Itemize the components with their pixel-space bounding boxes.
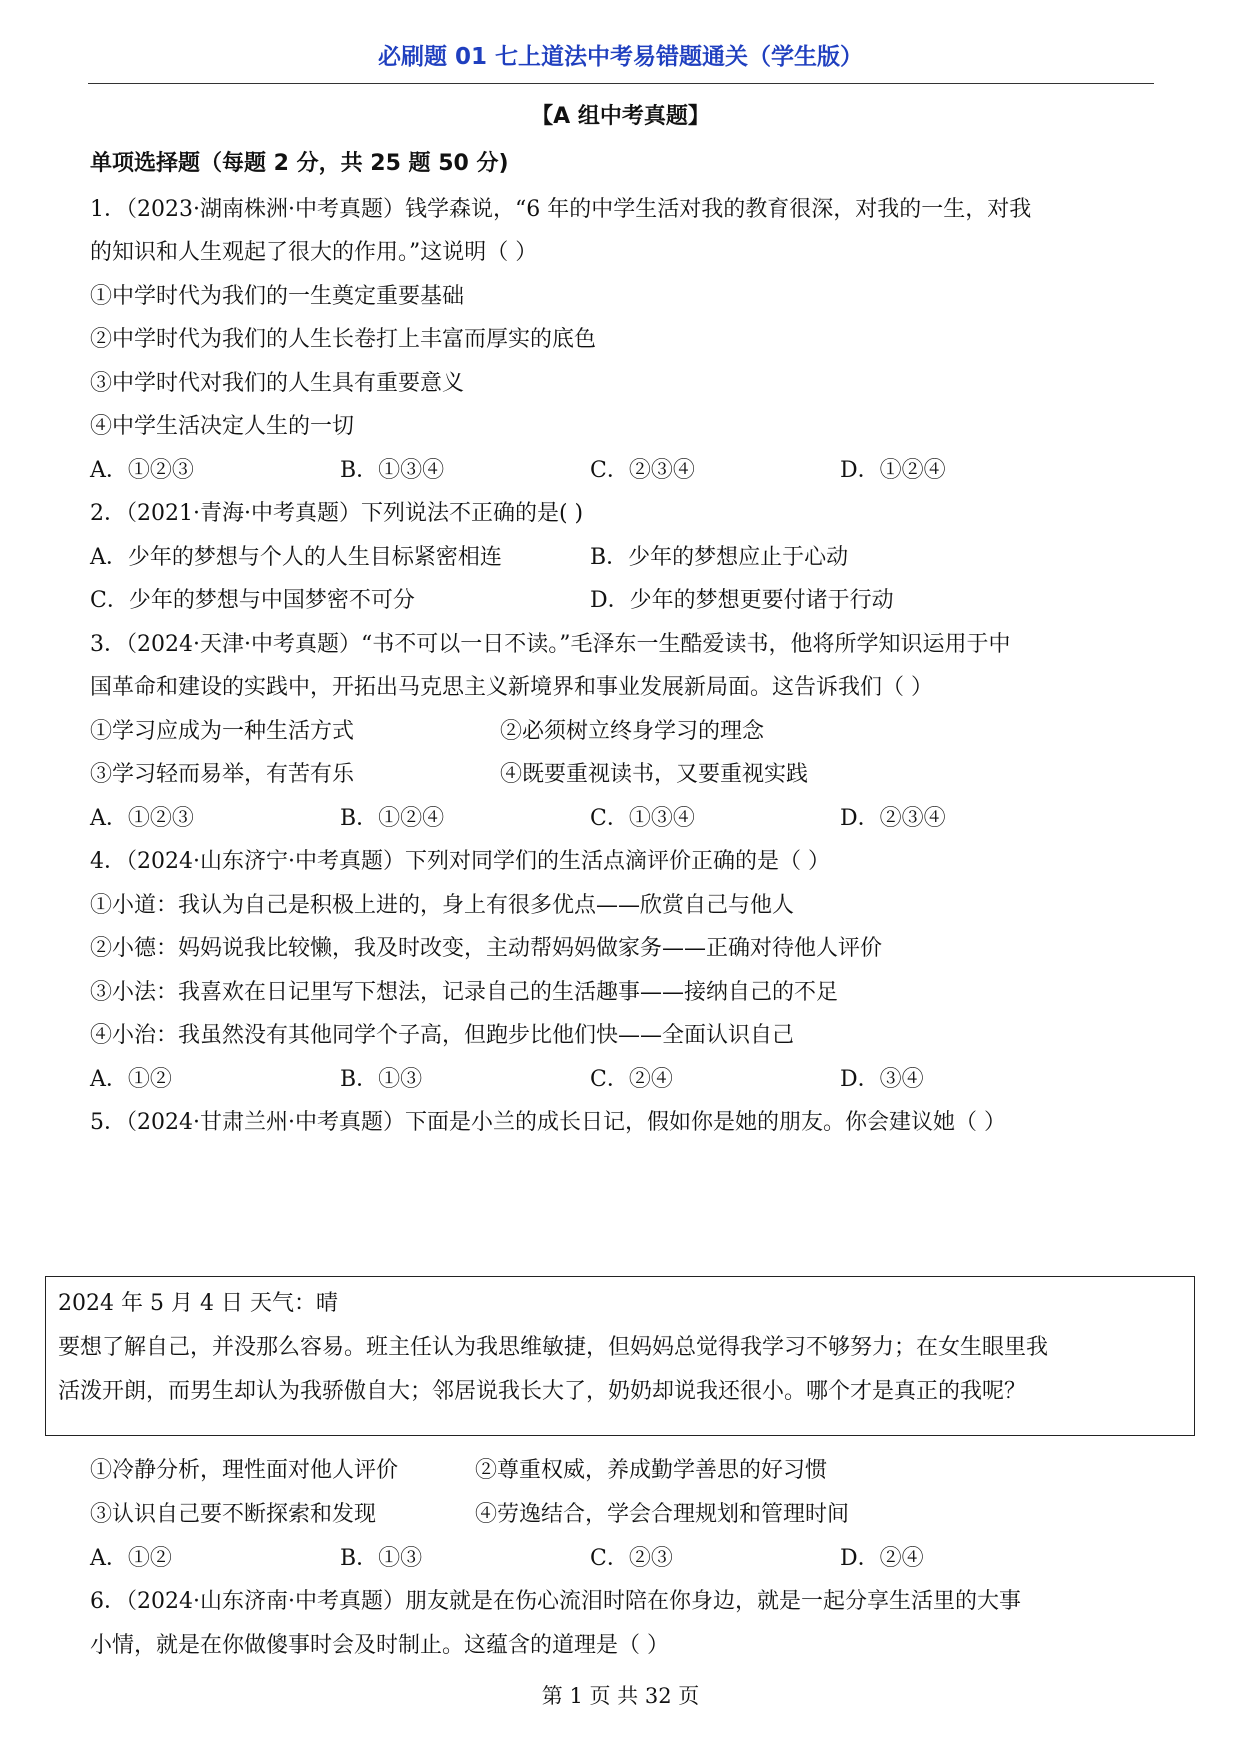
question-4-stem: 4．（2024·山东济宁·中考真题）下列对同学们的生活点滴评价正确的是（ ） [90, 849, 830, 874]
question-5-statement-4: ④劳逸结合，学会合理规划和管理时间 [475, 1502, 850, 1527]
question-3-option-b: B．①②④ [340, 806, 445, 831]
question-6-stem-line-1: 6．（2024·山东济南·中考真题）朋友就是在伤心流泪时陪在你身边，就是一起分享生活里的大事 [90, 1589, 1021, 1614]
question-1-statement-2: ②中学时代为我们的人生长卷打上丰富而厚实的底色 [90, 327, 597, 352]
header-divider [88, 83, 1154, 84]
question-4-option-a: A．①② [90, 1067, 172, 1092]
question-1-option-c: C．②③④ [590, 458, 695, 483]
question-1-stem-line-2: 的知识和人生观起了很大的作用。”这说明（ ） [90, 240, 538, 265]
diary-box [45, 1276, 1195, 1436]
page-number: 第 1 页 共 32 页 [541, 1684, 700, 1708]
question-4-statement-2: ②小德：妈妈说我比较懒，我及时改变，主动帮妈妈做家务——正确对待他人评价 [90, 936, 883, 961]
question-1-option-d: D．①②④ [840, 458, 946, 483]
question-3-statement-4: ④既要重视读书，又要重视实践 [500, 762, 809, 787]
section-title: 【A 组中考真题】 [531, 104, 710, 129]
question-4-option-d: D．③④ [840, 1067, 924, 1092]
diary-date-weather: 2024 年 5 月 4 日 天气：晴 [58, 1291, 338, 1316]
question-4-statement-4: ④小治：我虽然没有其他同学个子高，但跑步比他们快——全面认识自己 [90, 1023, 795, 1048]
question-4-option-c: C．②④ [590, 1067, 673, 1092]
question-1-option-b: B．①③④ [340, 458, 445, 483]
question-5-option-b: B．①③ [340, 1546, 423, 1571]
question-2-stem: 2．（2021·青海·中考真题）下列说法不正确的是( ) [90, 501, 584, 526]
question-3-stem-line-2: 国革命和建设的实践中，开拓出马克思主义新境界和事业发展新局面。这告诉我们（ ） [90, 675, 933, 700]
question-3-option-a: A．①②③ [90, 806, 194, 831]
question-4-statement-1: ①小道：我认为自己是积极上进的，身上有很多优点——欣赏自己与他人 [90, 893, 795, 918]
question-1-statement-1: ①中学时代为我们的一生奠定重要基础 [90, 284, 465, 309]
question-1-statement-3: ③中学时代对我们的人生具有重要意义 [90, 371, 465, 396]
question-5-statement-1: ①冷静分析，理性面对他人评价 [90, 1458, 399, 1483]
diary-text-line-2: 活泼开朗，而男生却认为我骄傲自大；邻居说我长大了，奶奶却说我还很小。哪个才是真正的我呢？ [58, 1379, 1027, 1404]
question-3-option-d: D．②③④ [840, 806, 946, 831]
document-title: 必刷题 01 七上道法中考易错题通关（学生版） [377, 44, 864, 70]
question-3-option-c: C．①③④ [590, 806, 695, 831]
question-3-stem-line-1: 3．（2024·天津·中考真题）“书不可以一日不读。”毛泽东一生酷爱读书，他将所学知识运用于中 [90, 632, 1011, 657]
question-2-option-d: D．少年的梦想更要付诸于行动 [590, 588, 894, 613]
question-5-option-a: A．①② [90, 1546, 172, 1571]
part-title: 单项选择题（每题 2 分，共 25 题 50 分) [90, 151, 509, 176]
question-6-stem-line-2: 小情，就是在你做傻事时会及时制止。这蕴含的道理是（ ） [90, 1633, 669, 1658]
question-1-option-a: A．①②③ [90, 458, 194, 483]
diary-text-line-1: 要想了解自己，并没那么容易。班主任认为我思维敏捷，但妈妈总觉得我学习不够努力；在女生眼里我 [58, 1335, 1049, 1360]
question-4-option-b: B．①③ [340, 1067, 423, 1092]
question-3-statement-2: ②必须树立终身学习的理念 [500, 719, 765, 744]
question-1-statement-4: ④中学生活决定人生的一切 [90, 414, 355, 439]
question-2-option-a: A．少年的梦想与个人的人生目标紧密相连 [90, 545, 502, 570]
question-5-option-c: C．②③ [590, 1546, 673, 1571]
question-3-statement-3: ③学习轻而易举，有苦有乐 [90, 762, 355, 787]
question-5-statement-3: ③认识自己要不断探索和发现 [90, 1502, 377, 1527]
question-5-statement-2: ②尊重权威，养成勤学善思的好习惯 [475, 1458, 828, 1483]
question-4-statement-3: ③小法：我喜欢在日记里写下想法，记录自己的生活趣事——接纳自己的不足 [90, 980, 839, 1005]
question-2-option-b: B．少年的梦想应止于心动 [590, 545, 849, 570]
question-5-stem: 5．（2024·甘肃兰州·中考真题）下面是小兰的成长日记，假如你是她的朋友。你会建议她（ ） [90, 1110, 1006, 1135]
question-1-stem-line-1: 1．（2023·湖南株洲·中考真题）钱学森说，“6 年的中学生活对我的教育很深，对我的一生，对我 [90, 197, 1032, 222]
question-3-statement-1: ①学习应成为一种生活方式 [90, 719, 355, 744]
question-5-option-d: D．②④ [840, 1546, 924, 1571]
question-2-option-c: C．少年的梦想与中国梦密不可分 [90, 588, 415, 613]
